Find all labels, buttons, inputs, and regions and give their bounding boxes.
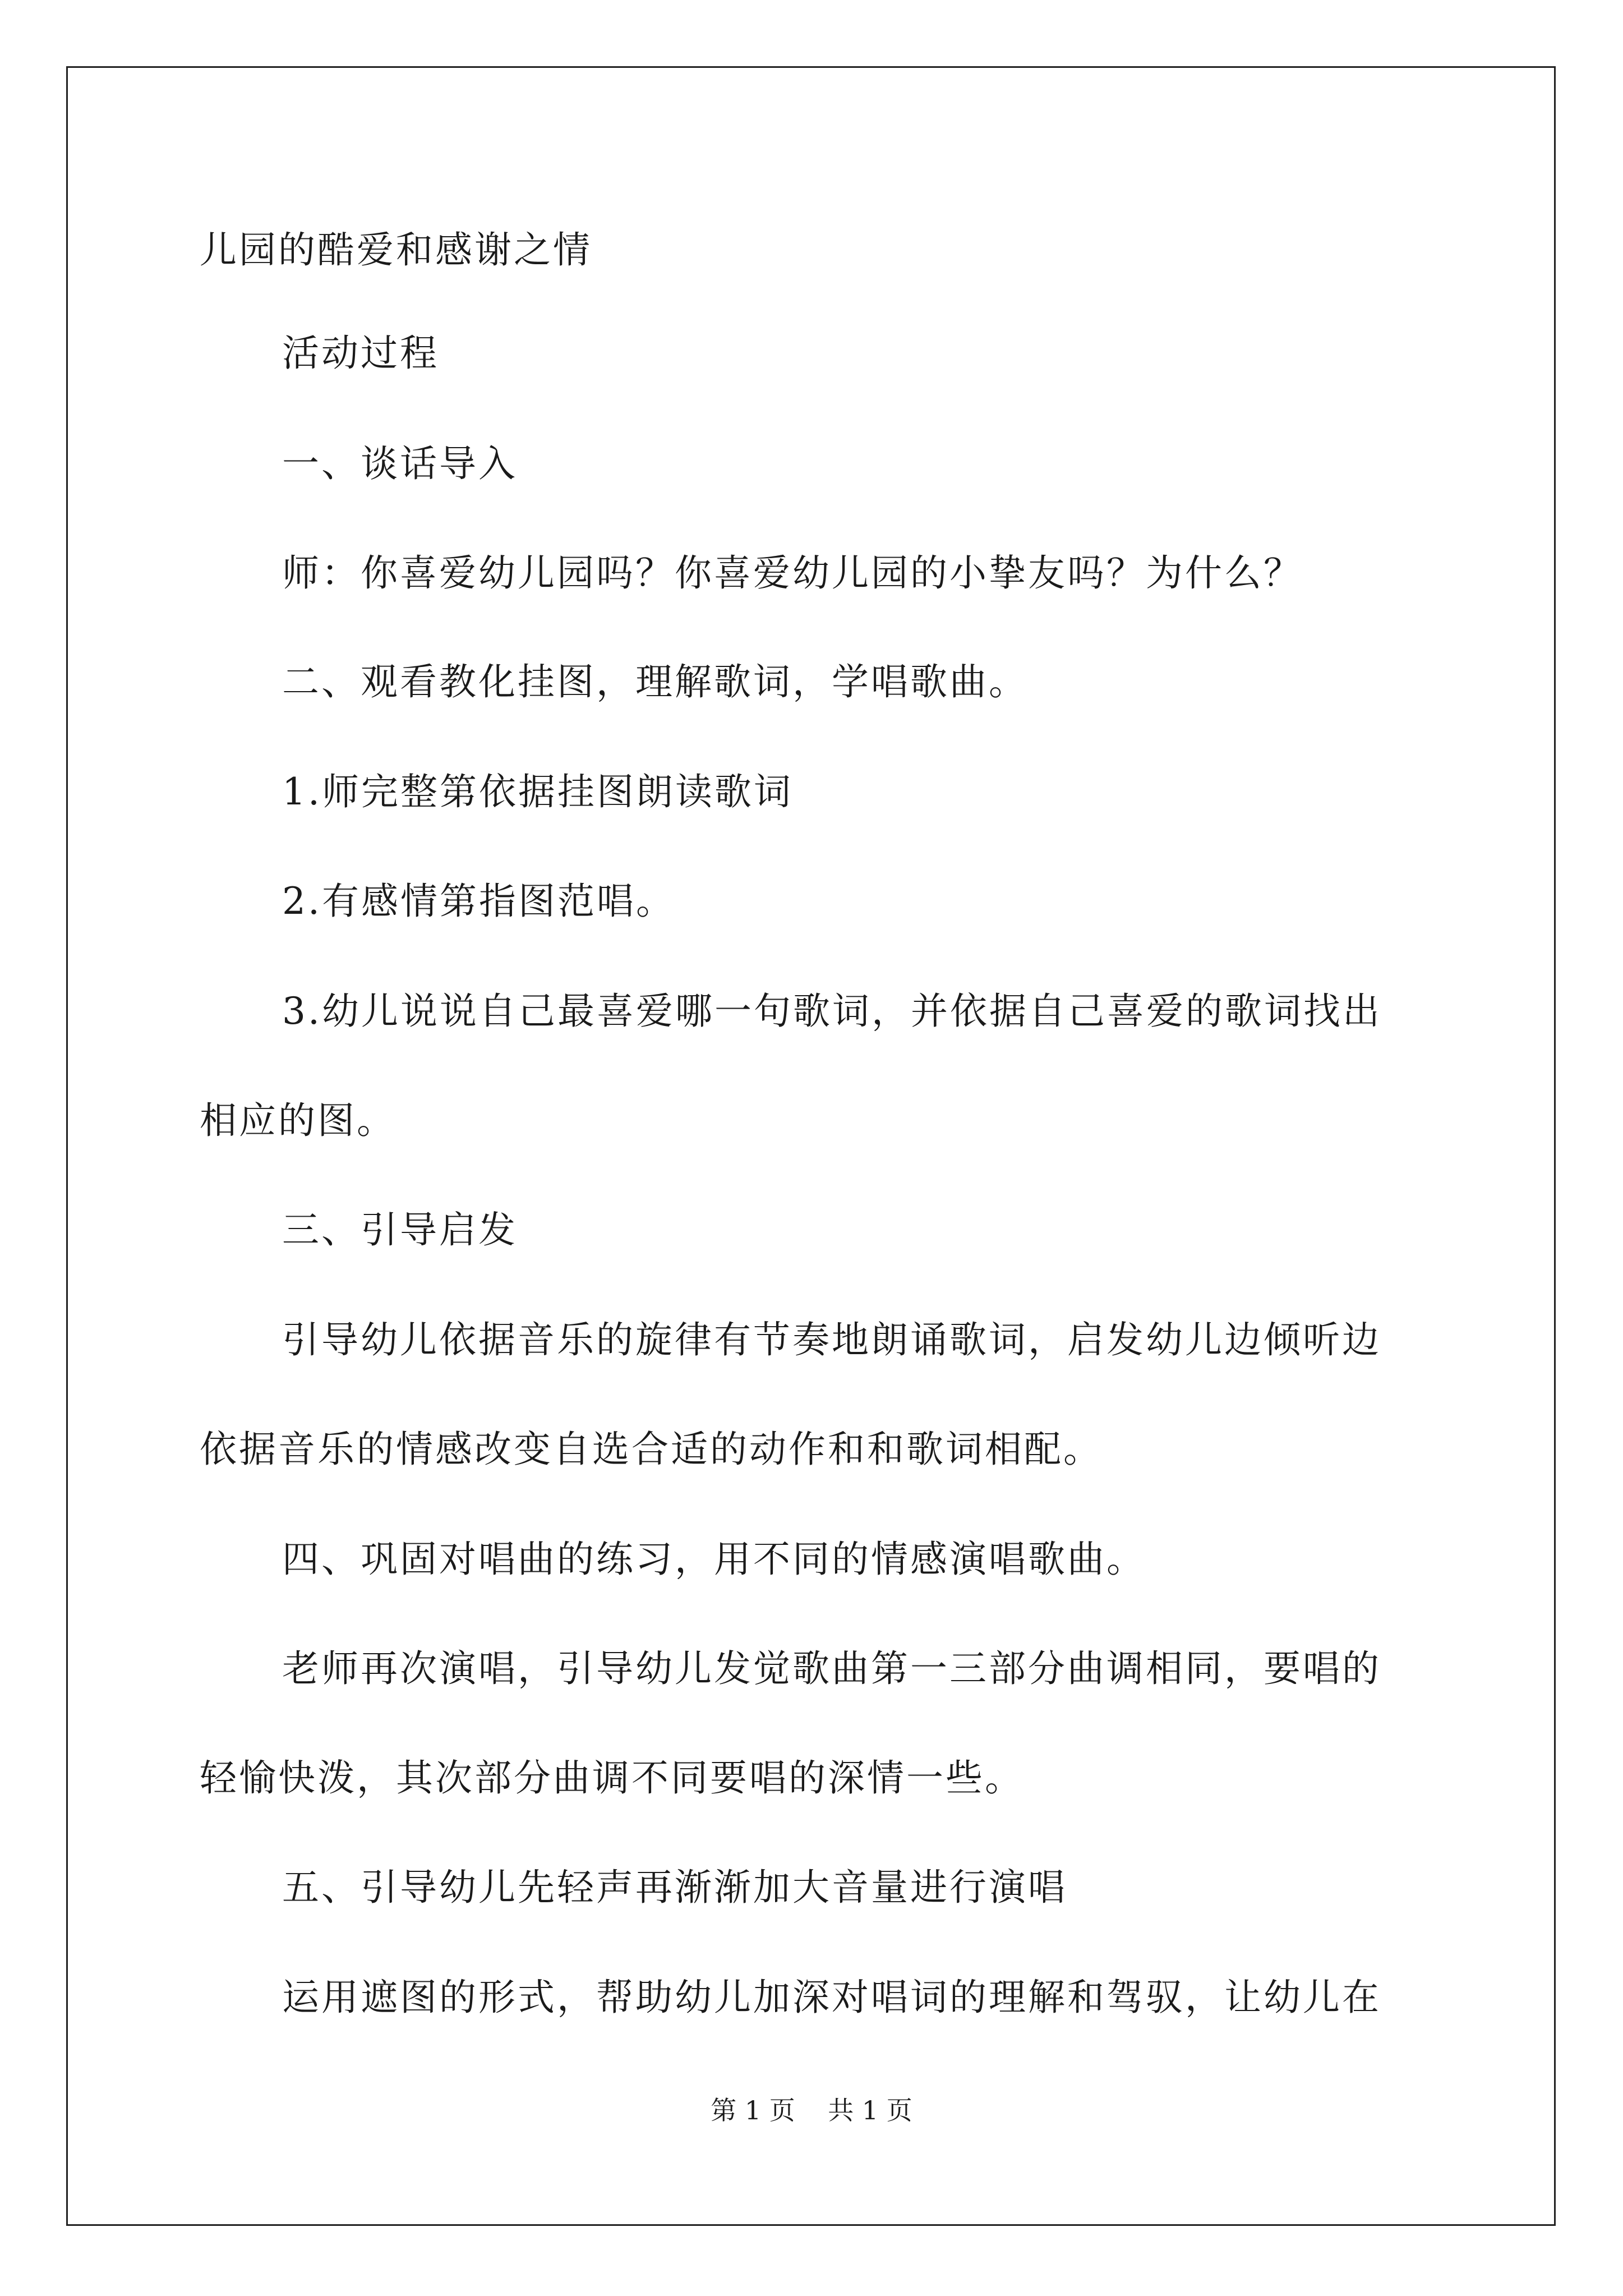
section-heading: 活动过程 — [282, 332, 439, 375]
section-heading: 四、巩固对唱曲的练习，用不同的情感演唱歌曲。 — [282, 1538, 1146, 1581]
text-line: 老师再次演唱，引导幼儿发觉歌曲第一三部分曲调相同，要唱的 — [282, 1647, 1381, 1690]
section-heading: 三、引导启发 — [282, 1208, 518, 1251]
text-line: 运用遮图的形式，帮助幼儿加深对唱词的理解和驾驭，让幼儿在 — [282, 1976, 1381, 2019]
text-line: 2.有感情第指图范唱。 — [282, 880, 675, 923]
text-line: 引导幼儿依据音乐的旋律有节奏地朗诵歌词，启发幼儿边倾听边 — [282, 1318, 1381, 1361]
text-line: 儿园的酷爱和感谢之情 — [200, 228, 592, 272]
page-footer: 第 1 页 共 1 页 — [711, 2095, 912, 2125]
section-heading: 二、观看教化挂图，理解歌词，学唱歌曲。 — [282, 660, 1028, 703]
text-line: 相应的图。 — [200, 1099, 396, 1142]
section-heading: 五、引导幼儿先轻声再渐渐加大音量进行演唱 — [282, 1866, 1067, 1909]
text-line: 依据音乐的情感改变自选合适的动作和和歌词相配。 — [200, 1428, 1103, 1471]
text-line: 1.师完整第依据挂图朗读歌词 — [282, 770, 793, 813]
section-heading: 一、谈话导入 — [282, 442, 518, 485]
text-line: 3.幼儿说说自己最喜爱哪一句歌词，并依据自己喜爱的歌词找出 — [282, 990, 1382, 1033]
text-line: 轻愉快泼，其次部分曲调不同要唱的深情一些。 — [200, 1756, 1024, 1800]
text-line: 师：你喜爱幼儿园吗？你喜爱幼儿园的小挚友吗？为什么？ — [282, 551, 1303, 595]
